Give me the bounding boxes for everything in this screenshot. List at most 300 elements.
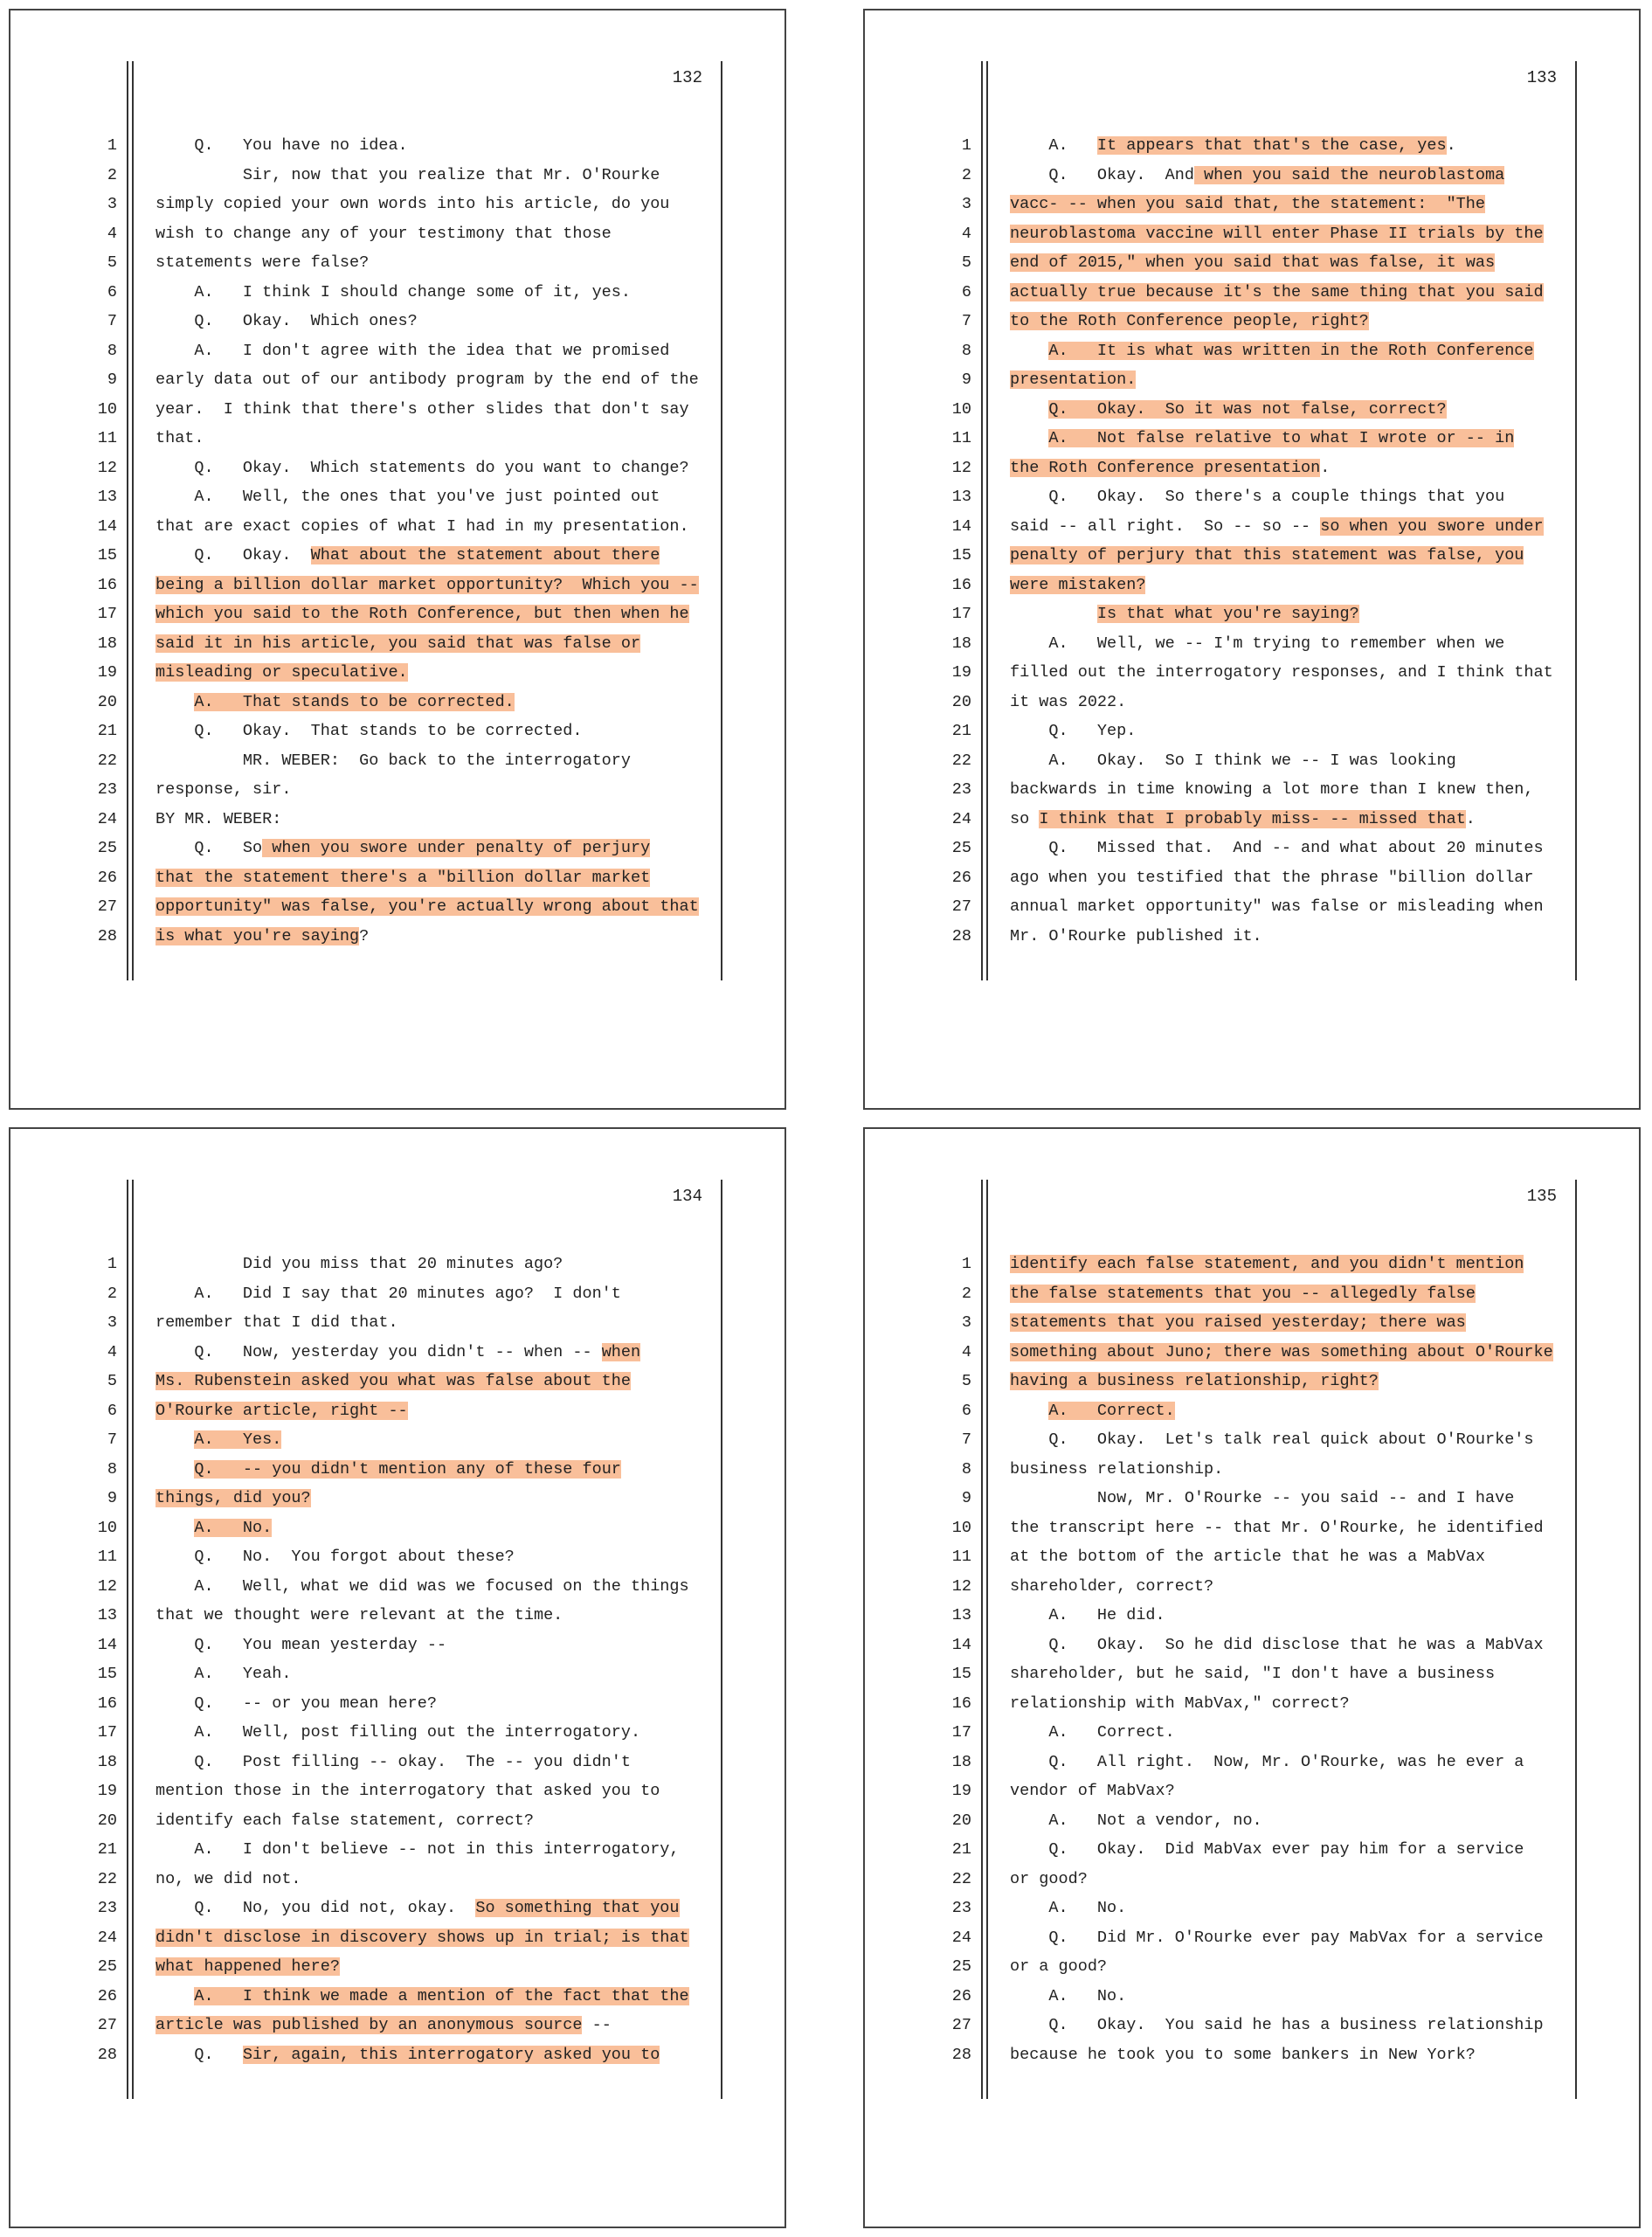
highlighted-text: so when you swore under bbox=[1320, 516, 1544, 536]
text-segment: Q. Okay. And bbox=[1010, 165, 1194, 184]
line-text bbox=[156, 1894, 720, 1923]
line-text bbox=[1010, 336, 1574, 366]
transcript-line bbox=[865, 1601, 1639, 1631]
line-number: 14 bbox=[951, 1635, 971, 1654]
transcript-line bbox=[865, 1776, 1639, 1806]
highlighted-text: end of 2015," when you said that was false, it was bbox=[1010, 253, 1496, 272]
text-segment: A. Well, post filling out the interrogatory. bbox=[156, 1723, 641, 1742]
text-segment: Q. No, you did not, okay. bbox=[156, 1899, 476, 1917]
line-text bbox=[1010, 1279, 1574, 1309]
text-segment: Q. Did Mr. O'Rourke ever pay MabVax for a service bbox=[1010, 1928, 1544, 1947]
transcript-page-133 bbox=[863, 9, 1641, 1110]
line-number: 14 bbox=[97, 1635, 117, 1654]
line-text bbox=[156, 1982, 720, 2012]
transcript-line bbox=[865, 775, 1639, 805]
text-segment: Q. -- or you mean here? bbox=[156, 1693, 437, 1713]
text-segment: Q. Post filling -- okay. The -- you didn't bbox=[156, 1752, 631, 1771]
line-text bbox=[156, 161, 720, 190]
line-number: 10 bbox=[97, 1518, 117, 1537]
line-number: 17 bbox=[951, 1723, 971, 1742]
line-text bbox=[1010, 1542, 1574, 1572]
line-text bbox=[156, 512, 720, 542]
highlighted-text: What about the statement about there bbox=[310, 546, 660, 564]
line-text bbox=[156, 1250, 720, 1279]
line-text bbox=[156, 424, 720, 454]
text-segment: MR. WEBER: Go back to the interrogatory bbox=[156, 751, 631, 770]
highlighted-text: to the Roth Conference people, right? bbox=[1010, 312, 1369, 330]
highlighted-text: which you said to the Roth Conference, but then when he bbox=[156, 605, 689, 623]
line-number: 15 bbox=[97, 1665, 117, 1683]
line-text bbox=[1010, 746, 1574, 776]
transcript-line bbox=[865, 278, 1639, 308]
line-number: 21 bbox=[951, 722, 971, 740]
transcript-line bbox=[10, 1601, 785, 1631]
transcript-line bbox=[10, 278, 785, 308]
transcript-line bbox=[865, 746, 1639, 776]
highlighted-text: what happened here? bbox=[156, 1957, 340, 1976]
line-text bbox=[1010, 1689, 1574, 1719]
line-number: 19 bbox=[97, 663, 117, 682]
line-number: 7 bbox=[961, 1430, 971, 1449]
page-number: 135 bbox=[1526, 1187, 1557, 1206]
transcript-line bbox=[10, 1894, 785, 1923]
line-text bbox=[1010, 805, 1574, 835]
line-number: 9 bbox=[107, 371, 117, 389]
highlighted-text: A. No. bbox=[194, 1518, 273, 1537]
text-segment: Mr. O'Rourke published it. bbox=[1010, 926, 1262, 945]
transcript-line bbox=[865, 161, 1639, 190]
line-number: 4 bbox=[961, 224, 971, 243]
highlighted-text: having a business relationship, right? bbox=[1010, 1372, 1379, 1390]
transcript-line bbox=[10, 1982, 785, 2012]
transcript-line bbox=[10, 424, 785, 454]
line-text bbox=[1010, 1894, 1574, 1923]
transcript-line bbox=[865, 1425, 1639, 1455]
transcript-line bbox=[865, 1338, 1639, 1368]
transcript-line bbox=[10, 2040, 785, 2070]
transcript-line bbox=[865, 336, 1639, 366]
line-number: 16 bbox=[951, 575, 971, 594]
line-text bbox=[1010, 1718, 1574, 1748]
transcript-line bbox=[865, 1806, 1639, 1836]
line-text bbox=[156, 571, 720, 600]
text-segment: mention those in the interrogatory that asked you to bbox=[156, 1782, 660, 1800]
line-text bbox=[1010, 863, 1574, 893]
transcript-line bbox=[865, 922, 1639, 952]
line-text bbox=[156, 1367, 720, 1396]
line-number: 2 bbox=[961, 165, 971, 184]
text-segment: Q. You have no idea. bbox=[156, 136, 408, 155]
transcript-line bbox=[10, 454, 785, 483]
highlighted-text: is what you're saying bbox=[156, 926, 360, 945]
line-number: 11 bbox=[951, 1548, 971, 1566]
line-text bbox=[1010, 1572, 1574, 1602]
line-text bbox=[1010, 365, 1574, 395]
line-number: 23 bbox=[951, 780, 971, 799]
text-segment: response, sir. bbox=[156, 780, 292, 799]
transcript-line bbox=[865, 1659, 1639, 1689]
highlighted-text: said it in his article, you said that was false or bbox=[156, 634, 641, 653]
highlighted-text: It appears that that's the case, yes bbox=[1096, 136, 1447, 155]
text-segment bbox=[156, 1987, 194, 2005]
text-segment: Q. Okay. So there's a couple things that you bbox=[1010, 488, 1505, 506]
transcript-line bbox=[10, 307, 785, 336]
line-number: 22 bbox=[97, 751, 117, 770]
highlighted-text: Is that what you're saying? bbox=[1096, 605, 1359, 623]
line-text bbox=[1010, 1250, 1574, 1279]
highlighted-text: Ms. Rubenstein asked you what was false about the bbox=[156, 1372, 631, 1390]
text-segment: A. I don't agree with the idea that we promised bbox=[156, 341, 670, 360]
transcript-line bbox=[10, 1572, 785, 1602]
transcript-line bbox=[865, 512, 1639, 542]
highlighted-text: neuroblastoma vaccine will enter Phase II trials by the bbox=[1010, 224, 1544, 243]
text-segment bbox=[156, 1519, 194, 1537]
text-segment: that. bbox=[156, 429, 204, 447]
line-text bbox=[1010, 512, 1574, 542]
transcript-line bbox=[10, 395, 785, 425]
line-number: 11 bbox=[97, 1548, 117, 1566]
text-segment: Q. So bbox=[156, 839, 263, 857]
line-text bbox=[1010, 219, 1574, 249]
line-number: 19 bbox=[951, 663, 971, 682]
text-segment: Sir, now that you realize that Mr. O'Rourke bbox=[156, 165, 660, 184]
line-number: 17 bbox=[951, 605, 971, 623]
transcript-line bbox=[865, 1923, 1639, 1953]
line-number: 7 bbox=[107, 1430, 117, 1449]
line-number: 23 bbox=[97, 780, 117, 799]
line-text bbox=[156, 1923, 720, 1953]
line-number: 20 bbox=[97, 692, 117, 711]
text-segment: A. Okay. So I think we -- I was looking bbox=[1010, 751, 1456, 770]
text-segment: Q. Okay. You said he has a business relationship bbox=[1010, 2016, 1544, 2034]
text-segment: Q. Okay. That stands to be corrected. bbox=[156, 722, 583, 740]
line-number: 7 bbox=[107, 312, 117, 330]
transcript-line bbox=[10, 336, 785, 366]
transcript-line bbox=[10, 775, 785, 805]
line-text bbox=[1010, 395, 1574, 425]
line-number: 6 bbox=[107, 1401, 117, 1420]
line-number: 10 bbox=[951, 399, 971, 419]
line-number: 3 bbox=[107, 195, 117, 213]
line-text bbox=[156, 1952, 720, 1982]
line-number: 14 bbox=[951, 516, 971, 536]
line-number: 16 bbox=[97, 575, 117, 594]
line-text bbox=[1010, 1952, 1574, 1982]
line-number: 9 bbox=[961, 1489, 971, 1507]
transcript-line bbox=[10, 1865, 785, 1894]
line-text bbox=[1010, 1631, 1574, 1660]
transcript-line bbox=[10, 1952, 785, 1982]
transcript-line bbox=[10, 131, 785, 161]
transcript-line bbox=[865, 1631, 1639, 1660]
text-segment: year. I think that there's other slides that don't say bbox=[156, 399, 689, 419]
highlighted-text: actually true because it's the same thing that you said bbox=[1010, 282, 1544, 301]
line-number: 24 bbox=[97, 1928, 117, 1947]
line-number: 8 bbox=[107, 1459, 117, 1479]
line-text bbox=[156, 1484, 720, 1513]
highlighted-text: misleading or speculative. bbox=[156, 663, 408, 682]
line-number: 5 bbox=[107, 1372, 117, 1390]
highlighted-text: when bbox=[601, 1342, 641, 1361]
line-number: 4 bbox=[107, 1342, 117, 1361]
transcript-line bbox=[10, 834, 785, 863]
transcript-line bbox=[865, 1748, 1639, 1777]
line-text bbox=[1010, 1835, 1574, 1865]
line-number: 2 bbox=[107, 1284, 117, 1303]
line-number: 6 bbox=[961, 282, 971, 301]
line-number: 19 bbox=[951, 1782, 971, 1800]
text-segment: simply copied your own words into his article, do you bbox=[156, 195, 670, 213]
line-text bbox=[1010, 1923, 1574, 1953]
line-text bbox=[156, 717, 720, 746]
line-number: 22 bbox=[951, 1869, 971, 1888]
text-segment bbox=[1010, 342, 1048, 360]
line-number: 9 bbox=[107, 1489, 117, 1507]
line-number: 19 bbox=[97, 1782, 117, 1800]
line-text bbox=[156, 1689, 720, 1719]
transcript-line bbox=[10, 161, 785, 190]
transcript-page-134 bbox=[9, 1127, 786, 2228]
line-number: 8 bbox=[961, 341, 971, 360]
transcript-line bbox=[10, 1835, 785, 1865]
transcript-line bbox=[10, 1542, 785, 1572]
text-segment: no, we did not. bbox=[156, 1869, 301, 1888]
line-number: 1 bbox=[107, 136, 117, 155]
transcript-line bbox=[865, 482, 1639, 512]
highlighted-text: O'Rourke article, right -- bbox=[156, 1401, 408, 1420]
line-text bbox=[1010, 1748, 1574, 1777]
transcript-line bbox=[865, 1718, 1639, 1748]
transcript-line bbox=[865, 454, 1639, 483]
line-number: 27 bbox=[951, 897, 971, 916]
line-text bbox=[156, 1835, 720, 1865]
line-text bbox=[156, 1776, 720, 1806]
line-text bbox=[156, 658, 720, 688]
line-text bbox=[156, 307, 720, 336]
highlighted-text: were mistaken? bbox=[1010, 575, 1146, 594]
highlighted-text: didn't disclose in discovery shows up in trial; is that bbox=[156, 1928, 689, 1947]
transcript-line bbox=[10, 717, 785, 746]
text-segment: Q. Yep. bbox=[1010, 722, 1137, 740]
line-number: 3 bbox=[107, 1313, 117, 1332]
transcript-line bbox=[865, 688, 1639, 717]
line-number: 21 bbox=[97, 1840, 117, 1859]
line-number: 24 bbox=[951, 1928, 971, 1947]
line-number: 22 bbox=[97, 1869, 117, 1888]
transcript-line bbox=[10, 1659, 785, 1689]
line-number: 17 bbox=[97, 605, 117, 623]
line-text bbox=[1010, 892, 1574, 922]
line-number: 3 bbox=[961, 1313, 971, 1332]
text-segment: ago when you testified that the phrase "billion dollar bbox=[1010, 868, 1534, 887]
line-text bbox=[1010, 307, 1574, 336]
transcript-line bbox=[10, 219, 785, 249]
line-text bbox=[156, 454, 720, 483]
transcript-line bbox=[10, 658, 785, 688]
line-text bbox=[1010, 658, 1574, 688]
text-segment: at the bottom of the article that he was a MabVax bbox=[1010, 1548, 1485, 1566]
line-number: 27 bbox=[97, 2016, 117, 2034]
transcript-line bbox=[10, 746, 785, 776]
line-text bbox=[156, 1338, 720, 1368]
line-text bbox=[156, 482, 720, 512]
text-segment: that we thought were relevant at the time. bbox=[156, 1606, 563, 1624]
line-text bbox=[1010, 248, 1574, 278]
text-segment: A. Did I say that 20 minutes ago? I don't bbox=[156, 1284, 621, 1303]
line-text bbox=[1010, 717, 1574, 746]
line-number: 1 bbox=[107, 1255, 117, 1273]
line-text bbox=[156, 1455, 720, 1485]
text-segment: Q. No. You forgot about these? bbox=[156, 1548, 515, 1566]
line-text bbox=[1010, 1806, 1574, 1836]
line-text bbox=[1010, 1484, 1574, 1513]
line-number: 23 bbox=[97, 1899, 117, 1917]
line-text bbox=[156, 892, 720, 922]
highlighted-text: when you said the neuroblastoma bbox=[1193, 165, 1505, 184]
line-number: 17 bbox=[97, 1723, 117, 1742]
line-number: 12 bbox=[97, 458, 117, 477]
line-number: 6 bbox=[961, 1401, 971, 1420]
transcript-line bbox=[10, 1923, 785, 1953]
line-text bbox=[156, 834, 720, 863]
line-text bbox=[156, 1718, 720, 1748]
line-number: 5 bbox=[961, 253, 971, 272]
line-text bbox=[156, 1748, 720, 1777]
line-number: 13 bbox=[97, 488, 117, 506]
line-text bbox=[1010, 1513, 1574, 1543]
text-segment: identify each false statement, correct? bbox=[156, 1811, 534, 1830]
line-text bbox=[1010, 1455, 1574, 1485]
line-text bbox=[156, 1865, 720, 1894]
line-number: 13 bbox=[951, 1606, 971, 1624]
line-number: 11 bbox=[97, 429, 117, 447]
line-text bbox=[156, 1659, 720, 1689]
highlighted-text: Q. Okay. So it was not false, correct? bbox=[1048, 399, 1447, 419]
line-text bbox=[156, 1572, 720, 1602]
line-number: 25 bbox=[951, 1957, 971, 1976]
line-text bbox=[156, 248, 720, 278]
transcript-line bbox=[865, 1367, 1639, 1396]
line-number: 13 bbox=[97, 1606, 117, 1624]
line-text bbox=[1010, 541, 1574, 571]
text-segment: Q. Okay. So he did disclose that he was a MabVax bbox=[1010, 1635, 1544, 1654]
text-segment: shareholder, but he said, "I don't have a business bbox=[1010, 1665, 1496, 1683]
highlighted-text: A. That stands to be corrected. bbox=[194, 692, 515, 711]
transcript-line bbox=[10, 541, 785, 571]
transcript-lines bbox=[10, 1250, 785, 2069]
line-text bbox=[1010, 571, 1574, 600]
line-text bbox=[1010, 190, 1574, 219]
transcript-line bbox=[10, 1748, 785, 1777]
highlighted-text: Q. -- you didn't mention any of these four bbox=[194, 1459, 621, 1479]
page-number: 133 bbox=[1526, 68, 1557, 87]
text-segment: the transcript here -- that Mr. O'Rourke, he identified bbox=[1010, 1518, 1544, 1537]
line-number: 22 bbox=[951, 751, 971, 770]
text-segment: business relationship. bbox=[1010, 1459, 1224, 1479]
line-number: 15 bbox=[97, 546, 117, 564]
line-text bbox=[156, 1279, 720, 1309]
line-text bbox=[1010, 424, 1574, 454]
text-segment: Now, Mr. O'Rourke -- you said -- and I have bbox=[1010, 1489, 1515, 1507]
text-segment: A. No. bbox=[1010, 1899, 1127, 1917]
highlighted-text: A. I think we made a mention of the fact that the bbox=[194, 1986, 689, 2005]
transcript-line bbox=[10, 1484, 785, 1513]
line-text bbox=[1010, 161, 1574, 190]
line-text bbox=[1010, 1396, 1574, 1426]
transcript-line bbox=[10, 688, 785, 717]
text-segment bbox=[1010, 400, 1048, 419]
transcript-line bbox=[10, 863, 785, 893]
highlighted-text: A. Yes. bbox=[194, 1430, 282, 1449]
line-text bbox=[1010, 278, 1574, 308]
line-text bbox=[156, 629, 720, 659]
transcript-line bbox=[10, 1689, 785, 1719]
line-number: 2 bbox=[961, 1284, 971, 1303]
transcript-line bbox=[10, 1308, 785, 1338]
line-text bbox=[1010, 1367, 1574, 1396]
highlighted-text: things, did you? bbox=[156, 1489, 311, 1507]
transcript-line bbox=[865, 629, 1639, 659]
transcript-line bbox=[10, 1718, 785, 1748]
transcript-line bbox=[865, 365, 1639, 395]
text-segment bbox=[1010, 429, 1048, 447]
transcript-line bbox=[865, 1484, 1639, 1513]
text-segment: BY MR. WEBER: bbox=[156, 809, 282, 828]
text-segment: Q. Now, yesterday you didn't -- when -- bbox=[156, 1342, 602, 1361]
line-text bbox=[1010, 775, 1574, 805]
highlighted-text: A. Correct. bbox=[1048, 1401, 1175, 1420]
line-text bbox=[156, 1542, 720, 1572]
line-text bbox=[156, 131, 720, 161]
transcript-line bbox=[10, 1338, 785, 1368]
transcript-line bbox=[10, 482, 785, 512]
line-text bbox=[1010, 922, 1574, 952]
line-number: 5 bbox=[961, 1372, 971, 1390]
text-segment: ? bbox=[359, 926, 370, 945]
line-text bbox=[1010, 454, 1574, 483]
line-number: 15 bbox=[951, 546, 971, 564]
page-number: 132 bbox=[672, 68, 702, 87]
line-number: 4 bbox=[961, 1342, 971, 1361]
line-number: 28 bbox=[97, 2045, 117, 2064]
line-text bbox=[156, 1308, 720, 1338]
line-text bbox=[156, 1425, 720, 1455]
line-number: 25 bbox=[97, 1957, 117, 1976]
line-number: 4 bbox=[107, 224, 117, 243]
transcript-line bbox=[865, 1396, 1639, 1426]
line-text bbox=[1010, 1982, 1574, 2012]
line-number: 20 bbox=[951, 692, 971, 711]
highlighted-text: the false statements that you -- allegedly false bbox=[1010, 1284, 1476, 1303]
text-segment: A. He did. bbox=[1010, 1606, 1165, 1624]
line-number: 18 bbox=[97, 634, 117, 653]
text-segment: said -- all right. So -- so -- bbox=[1010, 516, 1321, 536]
highlighted-text: vacc- -- when you said that, the statement: "The bbox=[1010, 195, 1485, 213]
line-text bbox=[156, 599, 720, 629]
line-number: 3 bbox=[961, 195, 971, 213]
line-text bbox=[156, 365, 720, 395]
line-number: 24 bbox=[97, 809, 117, 828]
text-segment: A. I think I should change some of it, yes. bbox=[156, 282, 631, 301]
highlighted-text: A. It is what was written in the Roth Conference bbox=[1048, 341, 1534, 360]
transcript-line bbox=[865, 248, 1639, 278]
highlighted-text: So something that you bbox=[475, 1899, 680, 1917]
highlighted-text: being a billion dollar market opportunity? Which you -- bbox=[156, 575, 699, 594]
text-segment: it was 2022. bbox=[1010, 692, 1127, 711]
text-segment: or good? bbox=[1010, 1869, 1088, 1888]
line-text bbox=[156, 863, 720, 893]
transcript-line bbox=[10, 365, 785, 395]
